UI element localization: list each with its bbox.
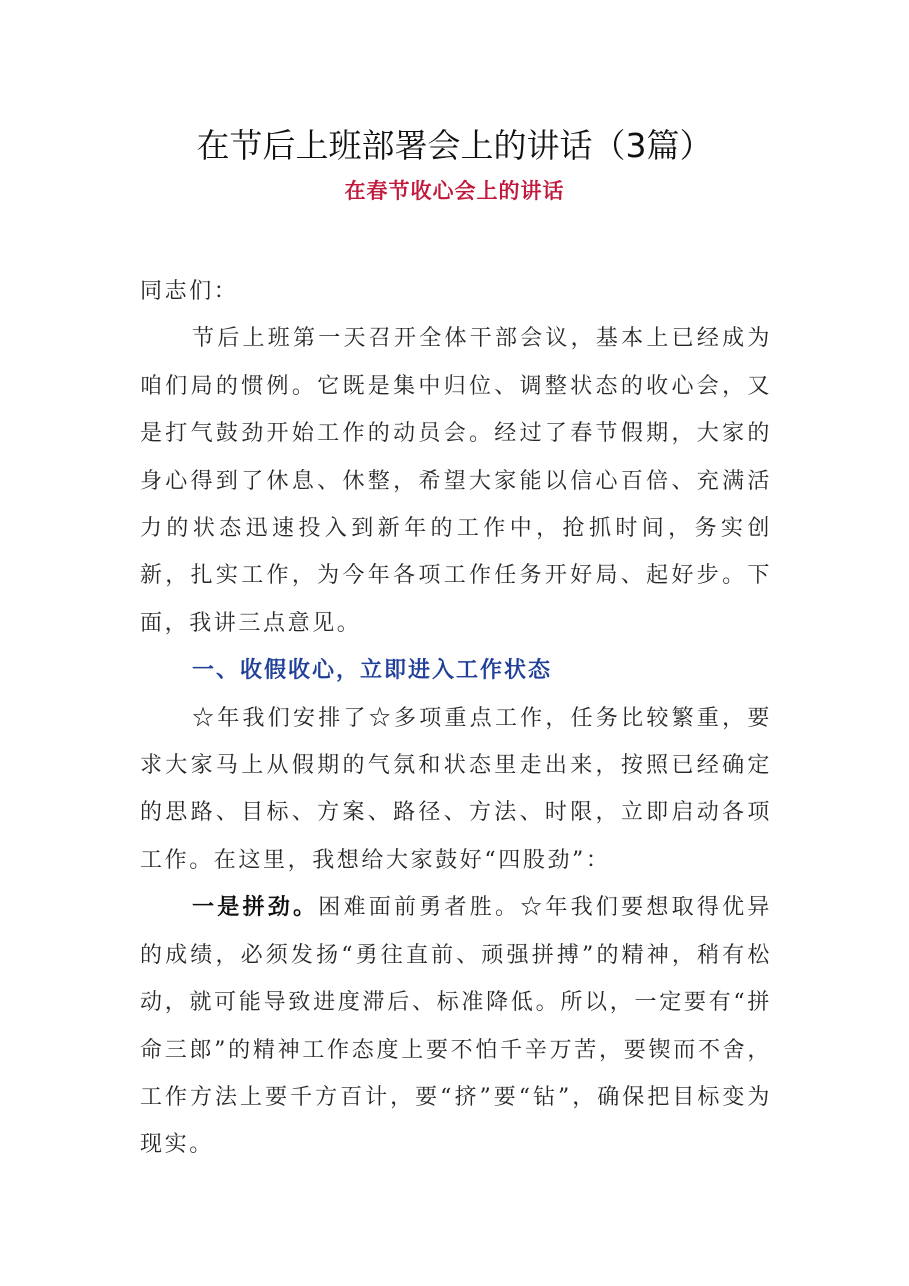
section-heading-1: 一、收假收心，立即进入工作状态 [192,657,553,684]
paragraph-point-1 [140,884,772,1168]
salutation: 同志们： [140,279,239,304]
document-title: 在节后上班部署会上的讲话（3篇） [196,126,713,165]
document-subtitle: 在春节收心会上的讲话 [344,178,565,203]
point-1-lead: 一是拼劲。 [192,894,319,921]
document-body [140,268,772,1169]
point-1-text: 困难面前勇者胜。☆年我们要想取得优异的成绩，必须发扬“勇往直前、顽强拼搏”的精神，稍有松动，就可能导致进度滞后、标准降低。所以，一定要有“拼命三郎”的精神工作态度上要不怕千辛万苦，要锲而不舍，工作方法上要千方百计，要“挤”要“钻”，确保把目标变为现实。 [140,895,772,1158]
paragraph-section-1: ☆年我们安排了☆多项重点工作，任务比较繁重，要求大家马上从假期的气氛和状态里走出来，按照已经确定的思路、目标、方案、路径、方法、时限，立即启动各项工作。在这里，我想给大家鼓好“四股劲”： [140,705,772,873]
paragraph-intro: 节后上班第一天召开全体干部会议，基本上已经成为咱们局的惯例。它既是集中归位、调整状态的收心会，又是打气鼓劲开始工作的动员会。经过了春节假期，大家的身心得到了休息、休整，希望大家能以信心百倍、充满活力的状态迅速投入到新年的工作中，抢抓时间，务实创新，扎实工作，为今年各项工作任务开好局、起好步。下面，我讲三点意见。 [140,326,772,636]
